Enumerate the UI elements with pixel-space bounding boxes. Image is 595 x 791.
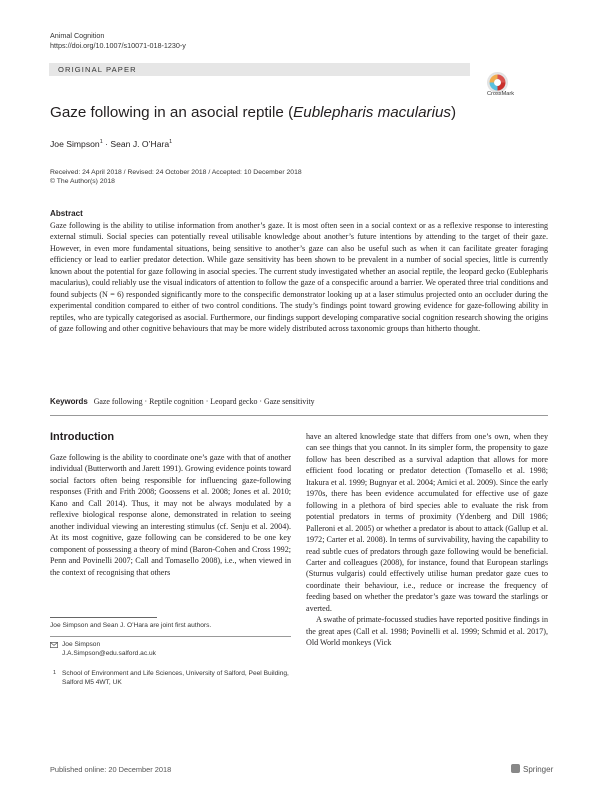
article-dates bbox=[50, 169, 302, 186]
published-date: Published online: 20 December 2018 bbox=[50, 765, 172, 774]
title-main: Gaze following in an asocial reptile ( bbox=[50, 104, 294, 121]
publisher-name: Springer bbox=[523, 765, 554, 774]
keywords bbox=[50, 397, 548, 406]
history-dates: Received: 24 April 2018 / Revised: 24 October 2018 / Accepted: 10 December 2018 bbox=[50, 169, 302, 176]
author-separator: · bbox=[102, 139, 111, 149]
copyright: © The Author(s) 2018 bbox=[50, 177, 115, 185]
title-close: ) bbox=[451, 104, 457, 121]
publisher-logo bbox=[511, 764, 553, 774]
section-heading: Introduction bbox=[50, 431, 115, 443]
title-species: Eublepharis macularius bbox=[293, 104, 452, 121]
keywords-label: Keywords bbox=[50, 397, 88, 406]
footnote-rule bbox=[50, 617, 157, 618]
affiliation: School of Environment and Life Sciences, University of Salford, Peel Building, Salford M5 4WT, UK bbox=[62, 670, 289, 686]
paragraph: A swathe of primate-focussed studies have reported positive findings in the great apes (Call et al. 1998; Povinelli et al. 1999; Schmid et al. 2017), Old World monkeys (Vick bbox=[306, 615, 548, 648]
section-divider bbox=[50, 415, 548, 416]
paragraph: Gaze following is the ability to coordinate one’s gaze with that of another individual (Butterworth and Jarett 1991). Growing evidence points toward social factors often being responsible for influencing gaze-following responses (Frith and Frith 2008; Goossens et al. 2008; Jones et al. 2010; Kano and Call 2014). Thus, it may not be always modulated by a reflexive biological response alone, demonstrated in relation to seeing another individual viewing an interesting stimulus (cf. Senju et al. 2004). At its most cognitive, gaze following can be considered to be one key component of possessing a theory of mind (Baron-Cohen and Cross 1992; Penn and Povinelli 2007; Call and Tomasello 2008), i.e., when viewed in the context of recognising that others bbox=[50, 453, 291, 577]
author-affiliation-ref: 1 bbox=[99, 139, 103, 146]
author-name[interactable]: Sean J. O’Hara bbox=[110, 139, 170, 149]
contact-name: Joe Simpson bbox=[62, 641, 101, 648]
paragraph: have an altered knowledge state that differs from one’s own, when they can see things that you cannot. In its simpler form, the propensity to gaze follow has been described as a survival adaption that allows for more efficient food locating or predator detection (Tomasello et al. 1998; Itakura et al. 1999; Bugnyar et al. 2004; Amici et al. 2009). Since the early 1970s, there has been evidence accumulated for effective use of gaze following in a plethora of bird species able to evaluate the risk from potential predators in terms of proximity (Ydenberg and Dill 1986; Palleroni et al. 2005) or whether a predator is about to attack (Gallup et al. 1972; Carter et al. 2008). In terms of survivability, having the capability to read subtle cues of predators through gaze following would be beneficial. Carter and colleagues (2008), for instance, found that European starlings (Sturnus vulgaris) could effectively utilise human predator gaze cues to coordinate their behaviour, i.e., reduce or increase the frequency of feeding based on whether the predator’s gaze was toward the starlings or averted. bbox=[306, 432, 548, 613]
article-title bbox=[50, 104, 456, 121]
abstract-heading: Abstract bbox=[50, 209, 83, 218]
envelope-icon bbox=[50, 642, 58, 650]
springer-horse-icon bbox=[511, 764, 520, 773]
article-type-banner bbox=[49, 63, 470, 76]
journal-header bbox=[50, 31, 186, 51]
corresponding-author bbox=[62, 641, 156, 658]
footnote-divider bbox=[50, 636, 291, 637]
journal-name: Animal Cognition bbox=[50, 31, 105, 40]
column-right bbox=[306, 431, 548, 649]
column-left bbox=[50, 452, 291, 578]
crossmark-icon bbox=[487, 72, 508, 93]
author-list bbox=[50, 139, 172, 149]
abstract-body bbox=[50, 220, 548, 335]
footnote-joint-authors: Joe Simpson and Sean J. O’Hara are joint first authors. bbox=[50, 622, 212, 629]
affiliation-number: 1 bbox=[53, 670, 57, 676]
crossmark-badge[interactable] bbox=[487, 72, 547, 102]
author-name[interactable]: Joe Simpson bbox=[50, 139, 100, 149]
article-type-label: ORIGINAL PAPER bbox=[58, 64, 137, 74]
contact-email[interactable]: J.A.Simpson@edu.salford.ac.uk bbox=[62, 649, 156, 657]
author-affiliation-ref: 1 bbox=[169, 139, 173, 146]
crossmark-label: CrossMark bbox=[487, 91, 515, 97]
journal-doi[interactable]: https://doi.org/10.1007/s10071-018-1230-y bbox=[50, 41, 186, 50]
abstract-text: Gaze following is the ability to utilise information from another’s gaze. It is most often seen in a social context or as a reflexive response to interesting external stimuli. Social species can potentially reveal utilisable knowledge about another’s future intentions by attending to the target of their gaze. However, in even more fundamental situations, being sensitive to another’s gaze can also be useful such as when it can facilitate greater foraging efficiency or lead to earlier predator detection. While gaze sensitivity has been shown to be prevalent in a number of social species, little is currently known about the potential for gaze following in asocial species. The current study investigated whether an asocial reptile, the leopard gecko (Eublepharis macularius), could reliably use the visual indicators of attention to follow the gaze of a conspecific around a barrier. We operated three trial conditions and found subjects (N = 6) responded significantly more to the conspecific demonstrator looking up at a laser stimulus projected onto an occluder during the experimental condition compared to either of two control conditions. The study’s findings point toward growing evidence for gaze-following ability in reptiles, who are typically categorised as asocial. Furthermore, our findings support developing comparative social cognition research showing the origins of gaze following and other cognitive behaviours that may be more widely distributed across taxonomic groups than hitherto thought. bbox=[50, 221, 548, 334]
keywords-list: Gaze following · Reptile cognition · Leopard gecko · Gaze sensitivity bbox=[93, 397, 315, 406]
